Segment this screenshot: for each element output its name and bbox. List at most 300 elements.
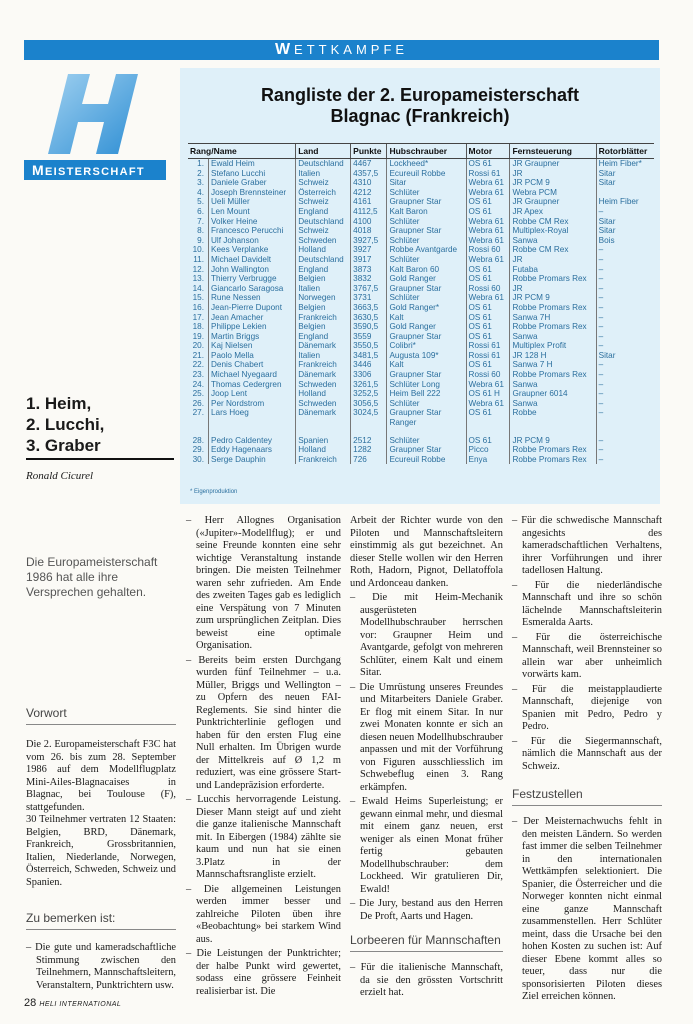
table-cell: 8. — [197, 226, 204, 236]
table-cell: Rossi 60 — [466, 245, 510, 255]
table-cell: Deutschland — [296, 217, 351, 227]
table-cell: Graupner Star — [387, 197, 466, 207]
col-header: Rang/Name — [188, 144, 296, 159]
column-2 — [186, 515, 341, 1000]
table-cell: Robbe Promars Rex — [510, 274, 596, 284]
col-header: Motor — [466, 144, 510, 159]
table-cell: Ranger — [387, 418, 466, 428]
table-cell: Dänemark — [296, 370, 351, 380]
col-header: Fernsteuerung — [510, 144, 596, 159]
table-cell: OS 61 — [466, 207, 510, 217]
list-item: – Für die Siegermannschaft, nämlich die Mannschaft aus der Schweiz. — [512, 736, 662, 774]
col-header: Hubschrauber — [387, 144, 466, 159]
table-row — [188, 207, 654, 217]
section-label: WETTKAMPFE — [274, 41, 409, 58]
table-cell: Futaba — [510, 265, 596, 275]
table-row — [188, 284, 654, 294]
table-cell: OS 61 — [466, 197, 510, 207]
table-cell: OS 61 — [466, 313, 510, 323]
table-cell: Deutschland — [296, 159, 351, 169]
table-cell: Len Mount — [209, 207, 296, 217]
list-item: – Die allgemeinen Leistungen werden immer besser und zahlreiche Piloten üben ihre «Beobachtung» bei starkem Wind aus. — [186, 884, 341, 947]
table-row — [188, 389, 654, 399]
table-cell: – — [596, 303, 654, 313]
list-item: – Die Umrüstung unseres Freundes und Mitarbeiters Daniele Graber. Er flog mit einem Sitar. In nur zwei Monaten konnte er sich an diesen neuen Modellhubschrauber anpassen und mit der Vorführung von Figuren ausschliesslich im Schwebeflug einen 3. Rang erkämpfen. — [350, 682, 503, 795]
table-cell: Webra 61 — [466, 178, 510, 188]
table-cell: Kalt Baron — [387, 207, 466, 217]
table-cell: Heim Bell 222 — [387, 389, 466, 399]
table-cell: Sanwa — [510, 332, 596, 342]
table-cell: Schlüter — [387, 399, 466, 409]
table-cell: Graupner Star — [387, 370, 466, 380]
divider — [512, 805, 662, 806]
table-row — [188, 169, 654, 179]
table-cell: Frankreich — [296, 313, 351, 323]
table-cell: Webra 61 — [466, 255, 510, 265]
table-cell: 3. — [197, 178, 204, 188]
table-row — [188, 436, 654, 446]
table-cell: 3630,5 — [351, 313, 387, 323]
table-cell: 15. — [192, 293, 204, 303]
table-row — [188, 418, 654, 428]
table-cell: Schlüter — [387, 217, 466, 227]
table-cell: OS 61 — [466, 274, 510, 284]
table-cell: 28. — [192, 435, 204, 445]
table-cell: Webra 61 — [466, 380, 510, 390]
table-cell: 17. — [192, 312, 204, 322]
list-item: – Für die niederländische Mannschaft und ihre so schön lächelnde Mannschaftsleiterin Esmeralda Aarts. — [512, 580, 662, 630]
table-cell: Martin Briggs — [209, 332, 296, 342]
table-row — [188, 255, 654, 265]
table-cell: Sitar — [596, 217, 654, 227]
table-cell: OS 61 — [466, 159, 510, 169]
table-cell: – — [596, 370, 654, 380]
table-row — [188, 380, 654, 390]
divider — [26, 724, 176, 725]
table-cell: – — [596, 332, 654, 342]
table-cell — [188, 418, 209, 428]
table-cell: Webra 61 — [466, 399, 510, 409]
table-cell: JR PCM 9 — [510, 178, 596, 188]
table-cell: 4467 — [351, 159, 387, 169]
table-cell: Frankreich — [296, 455, 351, 465]
table-cell: 5. — [197, 197, 204, 207]
table-cell: Michael Nyegaard — [209, 370, 296, 380]
table-cell: 726 — [351, 455, 387, 465]
table-cell: 3306 — [351, 370, 387, 380]
table-cell: JR Graupner — [510, 197, 596, 207]
table-cell: 4357,5 — [351, 169, 387, 179]
list-item: – Bereits beim ersten Durchgang wurden fünf Teilnehmer – u.a. Müller, Briggs und Wellington – zu Opfern des neuen FAI-Reglements. Sie sind hinter die Punktrichterlinie geflogen und haben für den ersten Flug eine Null erhalten. Im Übrigen wurde der Mittelkreis auf Ø 1,2 m reduziert, was eine grössere Start- und Landepräzision erforderte. — [186, 655, 341, 793]
column-3 — [350, 515, 503, 1002]
table-row — [188, 313, 654, 323]
table-cell: Schlüter — [387, 436, 466, 446]
table-cell: Sanwa — [510, 399, 596, 409]
table-cell: England — [296, 332, 351, 342]
table-cell: Thierry Verbrugge — [209, 274, 296, 284]
table-cell: 3559 — [351, 332, 387, 342]
table-cell: JR 128 H — [510, 351, 596, 361]
table-cell: JR PCM 9 — [510, 436, 596, 446]
table-cell: Robbe — [510, 408, 596, 418]
table-cell: Rossi 61 — [466, 351, 510, 361]
table-cell: – — [596, 408, 654, 418]
table-cell: Multiplex Profit — [510, 341, 596, 351]
table-cell: Belgien — [296, 274, 351, 284]
table-row — [188, 303, 654, 313]
bullet-list — [350, 592, 503, 923]
table-cell: – — [596, 274, 654, 284]
table-cell: 4112,5 — [351, 207, 387, 217]
list-item: – Die gute und kameradschaftliche Stimmung zwischen den Teilnehmern, Mannschaftsleitern, Veranstaltern, Punktrichtern usw. — [26, 942, 176, 992]
table-row — [188, 188, 654, 198]
table-cell: OS 61 — [466, 408, 510, 418]
table-cell: Michael Davidelt — [209, 255, 296, 265]
table-cell: OS 61 — [466, 436, 510, 446]
table-cell: Gold Ranger* — [387, 303, 466, 313]
table-cell: – — [596, 389, 654, 399]
col-header: Land — [296, 144, 351, 159]
table-cell: – — [596, 265, 654, 275]
table-cell: 21. — [192, 350, 204, 360]
divider — [350, 951, 503, 952]
table-title: Rangliste der 2. Europameisterschaft Blagnac (Frankreich) — [260, 85, 580, 126]
table-gap-row — [188, 428, 654, 436]
list-item: – Die Jury, bestand aus den Herren De Proft, Aarts und Hagen. — [350, 898, 503, 923]
table-cell: Spanien — [296, 436, 351, 446]
table-cell: JR — [510, 255, 596, 265]
table-row — [188, 178, 654, 188]
table-cell: – — [596, 322, 654, 332]
table-cell: England — [296, 265, 351, 275]
table-cell: Sanwa — [510, 380, 596, 390]
table-cell: Joop Lent — [209, 389, 296, 399]
winner-line: 1. Heim, — [26, 394, 92, 413]
table-cell: Holland — [296, 245, 351, 255]
list-item: – Die Leistungen der Punktrichter; der halbe Punkt wird gewertet, sodass eine grössere Feinheit realisierbar ist. Die — [186, 948, 341, 998]
table-cell: Schlüter Long — [387, 380, 466, 390]
table-cell: Sanwa 7H — [510, 313, 596, 323]
table-cell: Sanwa 7 H — [510, 360, 596, 370]
table-cell: Schlüter — [387, 293, 466, 303]
table-cell: 12. — [192, 264, 204, 274]
table-row — [188, 351, 654, 361]
table-cell: 3927 — [351, 245, 387, 255]
table-cell: John Wallington — [209, 265, 296, 275]
table-cell: Sanwa — [510, 236, 596, 246]
table-cell: – — [596, 360, 654, 370]
table-cell: Graupner 6014 — [510, 389, 596, 399]
table-cell: Belgien — [296, 303, 351, 313]
table-cell: – — [596, 293, 654, 303]
table-cell: JR Graupner — [510, 159, 596, 169]
table-cell: Italien — [296, 169, 351, 179]
table-cell: JR — [510, 284, 596, 294]
list-item: – Der Meisternachwuchs fehlt in den meisten Ländern. So werden fast immer die selben Teilnehmer in den internationalen Wettkämpfen selektioniert. Die Spanier, die Österreicher und die Norweger konnten nicht einmal eine ganze Mannschaft zusammenstellen. Herr Schlüter meint, dass die Ursache bei den hohen Kosten zu suchen ist: Auf dieser Ebene kommt alles so teuer, dass nur die sponsorisierten Piloten dieses Ziel erreichen können. — [512, 816, 662, 1004]
table-cell: Kalt — [387, 360, 466, 370]
table-cell: Schlüter — [387, 188, 466, 198]
table-cell: Robbe Promars Rex — [510, 455, 596, 465]
category-banner: MEISTERSCHAFT — [24, 160, 166, 180]
table-cell: Frankreich — [296, 360, 351, 370]
table-row — [188, 245, 654, 255]
table-cell: 3927,5 — [351, 236, 387, 246]
table-cell: 4310 — [351, 178, 387, 188]
table-cell: 25. — [192, 389, 204, 399]
table-cell: 3261,5 — [351, 380, 387, 390]
table-cell: Daniele Graber — [209, 178, 296, 188]
table-cell — [510, 418, 596, 428]
table-cell: Sitar — [596, 169, 654, 179]
table-cell: Webra 61 — [466, 236, 510, 246]
table-cell: Schweiz — [296, 197, 351, 207]
table-cell: Robbe CM Rex — [510, 245, 596, 255]
column-1 — [26, 706, 176, 994]
table-cell — [596, 418, 654, 428]
list-item: – Herr Allognes Organisation («Jupiter»-Modellflug); er und seine Freunde konnten eine sehr wichtige Veranstaltung instande bringen. Die meisten Teilnehmer waren sehr zufrieden. Am Ende des zweiten Tages gab es lediglich eine Verspätung von 7 Minuten zum ursprünglichen Zeitplan. Dies beweist eine optimale Organisation. — [186, 515, 341, 653]
paragraph: Arbeit der Richter wurde von den Piloten und Mannschaftsleitern einstimmig als gut bezeichnet. An dieser Stelle wollen wir den Herren Roth, Hadorn, Pignot, Dellatoffola und Ardonceau danken. — [350, 515, 503, 589]
table-footnote: * Eigenproduktion — [190, 489, 238, 495]
subheading: Festzustellen — [512, 787, 583, 801]
table-cell: – — [596, 380, 654, 390]
table-row — [188, 445, 654, 455]
table-cell: 3663,5 — [351, 303, 387, 313]
table-cell: Jean Amacher — [209, 313, 296, 323]
divider — [26, 929, 176, 930]
table-cell: 22. — [192, 360, 204, 370]
subheading: Zu bemerken ist: — [26, 911, 116, 925]
table-cell: – — [596, 207, 654, 217]
table-cell: OS 61 — [466, 322, 510, 332]
table-row — [188, 265, 654, 275]
table-row — [188, 236, 654, 246]
winners-headline — [26, 393, 104, 456]
table-cell: OS 61 — [466, 332, 510, 342]
table-cell: – — [596, 455, 654, 465]
table-cell: Robbe Promars Rex — [510, 370, 596, 380]
table-row — [188, 274, 654, 284]
table-cell: 2512 — [351, 436, 387, 446]
subheading: Lorbeeren für Mannschaften — [350, 933, 501, 947]
table-cell: 3590,5 — [351, 322, 387, 332]
table-cell: 3056,5 — [351, 399, 387, 409]
table-cell: Robbe Promars Rex — [510, 322, 596, 332]
table-cell: – — [596, 255, 654, 265]
table-cell: Kalt Baron 60 — [387, 265, 466, 275]
table-cell: Augusta 109* — [387, 351, 466, 361]
table-cell: Graupner Star — [387, 445, 466, 455]
table-cell: Enya — [466, 455, 510, 465]
table-row — [188, 455, 654, 465]
col-header: Rotorblätter — [596, 144, 654, 159]
table-cell: Sitar — [596, 351, 654, 361]
table-cell — [596, 188, 654, 198]
table-cell: Ueli Müller — [209, 197, 296, 207]
table-cell: Schlüter — [387, 255, 466, 265]
table-cell: Giancarlo Saragosa — [209, 284, 296, 294]
author-name: Ronald Cicurel — [26, 470, 94, 482]
table-row — [188, 341, 654, 351]
table-cell — [351, 418, 387, 428]
table-row — [188, 217, 654, 227]
table-cell: 24. — [192, 379, 204, 389]
table-cell: 3446 — [351, 360, 387, 370]
table-cell: Per Nordstrom — [209, 399, 296, 409]
bullet-list — [512, 816, 662, 1004]
list-item: – Für die meistapplaudierte Mannschaft, diejenige von Spanien mit Pedro, Pedro y Pedro. — [512, 684, 662, 734]
table-cell: Gold Ranger — [387, 322, 466, 332]
table-cell: Belgien — [296, 322, 351, 332]
table-cell: – — [596, 399, 654, 409]
table-cell: Webra 61 — [466, 217, 510, 227]
table-cell — [296, 418, 351, 428]
table-cell: Sitar — [596, 178, 654, 188]
table-cell: 3873 — [351, 265, 387, 275]
table-cell: 2. — [197, 168, 204, 178]
table-cell: Graupner Star — [387, 408, 466, 418]
table-cell: Kees Verplanke — [209, 245, 296, 255]
table-cell: Ecureuil Robbe — [387, 455, 466, 465]
table-cell: – — [596, 284, 654, 294]
table-cell: England — [296, 207, 351, 217]
table-cell: Rossi 60 — [466, 370, 510, 380]
subheading: Vorwort — [26, 706, 67, 720]
table-cell: OS 61 — [466, 265, 510, 275]
table-cell: Webra 61 — [466, 293, 510, 303]
table-cell: 19. — [192, 331, 204, 341]
table-cell: 4. — [197, 187, 204, 197]
table-cell: Schlüter — [387, 236, 466, 246]
table-cell: Graupner Star — [387, 332, 466, 342]
table-cell: Ewald Heim — [209, 159, 296, 169]
table-cell: Schweden — [296, 380, 351, 390]
table-cell: Thomas Cedergren — [209, 380, 296, 390]
table-cell: Deutschland — [296, 255, 351, 265]
table-cell: 4212 — [351, 188, 387, 198]
paragraph: Die 2. Europameisterschaft F3C hat vom 26. bis zum 28. September 1986 auf dem Modellflugplatz Mini-Ailes-Blagnacaises in Blagnac, bei Toulouse (F), stattgefunden. — [26, 739, 176, 813]
table-cell: 23. — [192, 370, 204, 380]
table-cell: Colibri* — [387, 341, 466, 351]
table-cell: Holland — [296, 389, 351, 399]
table-cell: 9. — [197, 235, 204, 245]
table-cell: Rune Nessen — [209, 293, 296, 303]
table-row — [188, 408, 654, 418]
table-cell: 20. — [192, 341, 204, 351]
table-cell: Schweden — [296, 399, 351, 409]
table-cell: Bois — [596, 236, 654, 246]
table-cell: 3024,5 — [351, 408, 387, 418]
table-cell: Kaj Nielsen — [209, 341, 296, 351]
table-cell: 10. — [192, 245, 204, 255]
table-cell: 3832 — [351, 274, 387, 284]
bullet-list — [350, 962, 503, 1000]
table-cell: 4018 — [351, 226, 387, 236]
table-cell: JR Apex — [510, 207, 596, 217]
table-cell: JR — [510, 169, 596, 179]
list-item: – Die mit Heim-Mechanik ausgerüsteten Modellhubschrauber herrschen vor: Graupner Heim und Avantgarde, gefolgt von mehreren Schlüter, einem Kalt und einem Sitar. — [350, 592, 503, 680]
table-cell: Webra 61 — [466, 188, 510, 198]
list-item: – Für die italienische Mannschaft, da sie den grössten Vortschritt erzielt hat. — [350, 962, 503, 1000]
table-cell: 3252,5 — [351, 389, 387, 399]
table-row — [188, 322, 654, 332]
table-cell: Volker Heine — [209, 217, 296, 227]
table-cell: 11. — [193, 254, 204, 264]
table-cell: Graupner Star — [387, 226, 466, 236]
table-cell: Dänemark — [296, 341, 351, 351]
table-row — [188, 332, 654, 342]
table-cell: 3481,5 — [351, 351, 387, 361]
list-item: – Für die schwedische Mannschaft angesichts des kameradschaftlichen Verhaltens, ihrer Vorführungen und ihrer tadellosen Haltung. — [512, 515, 662, 578]
table-cell: Paolo Mella — [209, 351, 296, 361]
table-cell: Stefano Lucchi — [209, 169, 296, 179]
table-cell: JR PCM 9 — [510, 293, 596, 303]
table-cell: Picco — [466, 445, 510, 455]
table-row — [188, 399, 654, 409]
table-cell: Österreich — [296, 188, 351, 198]
table-cell: Lockheed* — [387, 159, 466, 169]
col-header: Punkte — [351, 144, 387, 159]
table-row — [188, 360, 654, 370]
table-cell: Robbe Avantgarde — [387, 245, 466, 255]
table-cell: – — [596, 313, 654, 323]
table-cell — [209, 418, 296, 428]
bullet-list — [186, 515, 341, 998]
table-cell: – — [596, 445, 654, 455]
table-cell: Sitar — [596, 226, 654, 236]
bullet-list — [512, 515, 662, 773]
table-cell: 14. — [192, 283, 204, 293]
results-table — [188, 143, 654, 464]
table-cell: Eddy Hagenaars — [209, 445, 296, 455]
table-cell: 26. — [192, 398, 204, 408]
table-cell: Dänemark — [296, 408, 351, 418]
table-cell: 4100 — [351, 217, 387, 227]
list-item: – Lucchis hervorragende Leistung. Dieser Mann steigt auf und zieht die ganze italienische Mannschaft mit. In Eibergen (1984) zählte sie kaum und nun hat sie einen 3.Platz in der Mannschaftsrangliste erzielt. — [186, 794, 341, 882]
table-cell: Sitar — [387, 178, 466, 188]
table-cell: Ecureuil Robbe — [387, 169, 466, 179]
winner-line: 3. Graber — [26, 436, 101, 455]
table-cell: Multiplex-Royal — [510, 226, 596, 236]
table-cell: 3731 — [351, 293, 387, 303]
table-row — [188, 197, 654, 207]
table-cell — [466, 418, 510, 428]
table-cell: 3767,5 — [351, 284, 387, 294]
table-cell: 4161 — [351, 197, 387, 207]
table-cell: Rossi 60 — [466, 284, 510, 294]
page-footer — [24, 997, 121, 1009]
table-cell: Robbe Promars Rex — [510, 445, 596, 455]
table-cell: Joseph Brennsteiner — [209, 188, 296, 198]
table-cell: Heim Fiber* — [596, 159, 654, 169]
table-cell: Pedro Caldentey — [209, 436, 296, 446]
table-cell: Webra 61 — [466, 226, 510, 236]
table-cell: Webra PCM — [510, 188, 596, 198]
table-cell: – — [596, 436, 654, 446]
table-cell: 18. — [192, 322, 204, 332]
table-cell: Schweiz — [296, 178, 351, 188]
table-cell: Denis Chabert — [209, 360, 296, 370]
table-cell: Francesco Perucchi — [209, 226, 296, 236]
table-cell: Serge Dauphin — [209, 455, 296, 465]
lead-text: Die Europameisterschaft 1986 hat alle ihre Versprechen gehalten. — [26, 555, 158, 599]
body-text — [26, 739, 176, 889]
bullet-list — [26, 942, 176, 992]
winner-line: 2. Lucchi, — [26, 415, 105, 434]
table-row — [188, 226, 654, 236]
table-cell: Lars Hoeg — [209, 408, 296, 418]
table-cell: 13. — [192, 274, 204, 284]
list-item: – Ewald Heims Superleistung; er gewann einmal mehr, und diesmal mit einem ganz neuen, erst weniger als einen Monat früher fertig gebauten Modellhubschrauber: dem Lockheed. Wir gratulieren Dir, Ewald! — [350, 796, 503, 896]
